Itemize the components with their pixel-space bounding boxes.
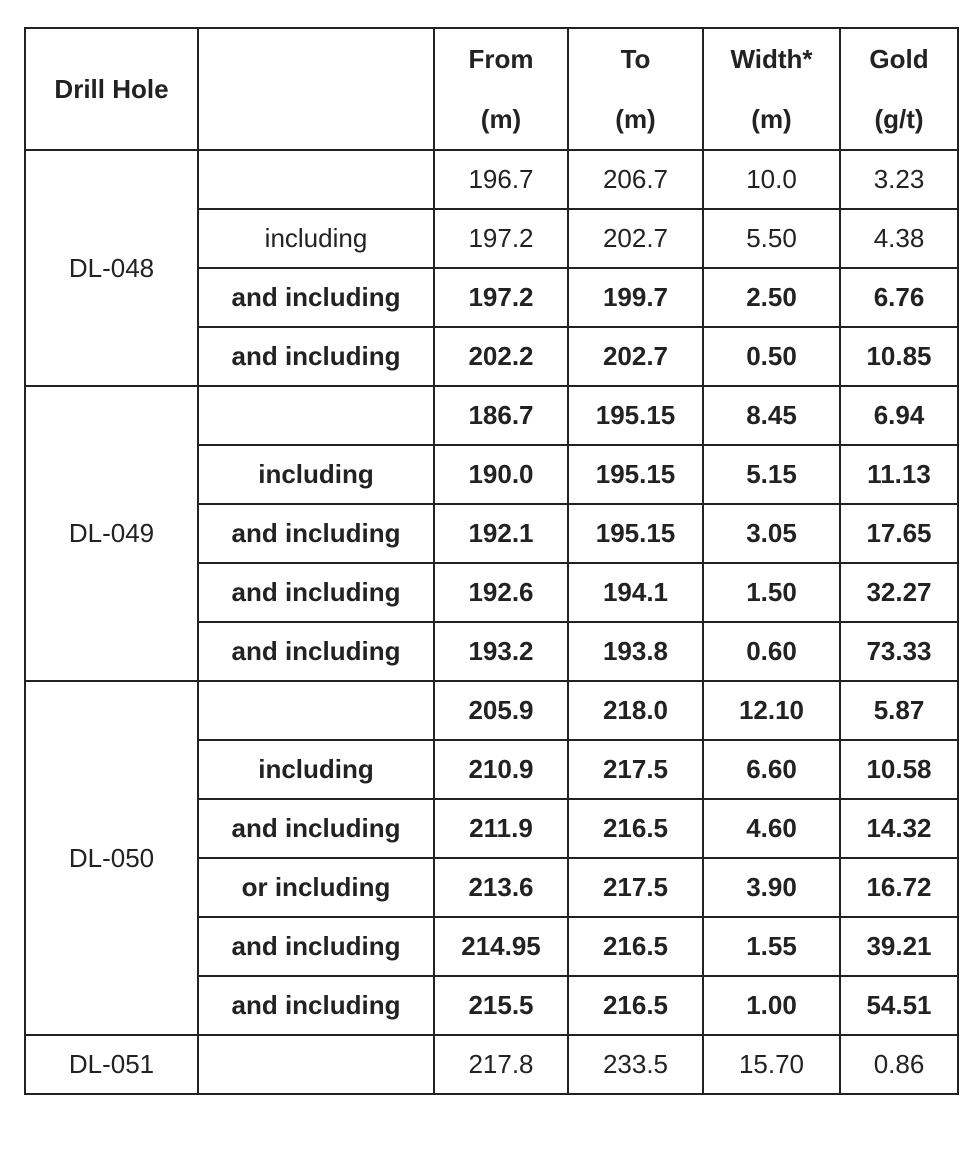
table-row (25, 681, 958, 740)
to-cell: 195.15 (568, 445, 703, 504)
header-gold (840, 28, 958, 150)
from-cell: 197.2 (434, 209, 568, 268)
gold-cell: 4.38 (840, 209, 958, 268)
to-cell: 202.7 (568, 327, 703, 386)
to-cell: 195.15 (568, 386, 703, 445)
gold-cell: 73.33 (840, 622, 958, 681)
gold-cell: 6.94 (840, 386, 958, 445)
header-qualifier (198, 28, 434, 150)
from-cell: 197.2 (434, 268, 568, 327)
width-cell: 5.50 (703, 209, 840, 268)
from-cell: 211.9 (434, 799, 568, 858)
to-cell: 216.5 (568, 799, 703, 858)
qualifier-cell (198, 681, 434, 740)
gold-cell: 11.13 (840, 445, 958, 504)
from-cell: 193.2 (434, 622, 568, 681)
to-cell: 217.5 (568, 740, 703, 799)
width-cell: 3.05 (703, 504, 840, 563)
drill-hole-cell: DL-048 (25, 150, 198, 386)
width-cell: 5.15 (703, 445, 840, 504)
from-cell: 210.9 (434, 740, 568, 799)
gold-cell: 5.87 (840, 681, 958, 740)
drill-hole-cell: DL-049 (25, 386, 198, 681)
qualifier-cell: and including (198, 917, 434, 976)
to-cell: 199.7 (568, 268, 703, 327)
width-cell: 12.10 (703, 681, 840, 740)
drill-hole-cell: DL-051 (25, 1035, 198, 1094)
width-cell: 10.0 (703, 150, 840, 209)
to-cell: 194.1 (568, 563, 703, 622)
from-cell: 202.2 (434, 327, 568, 386)
qualifier-cell (198, 386, 434, 445)
from-cell: 205.9 (434, 681, 568, 740)
gold-cell: 0.86 (840, 1035, 958, 1094)
qualifier-cell: and including (198, 268, 434, 327)
drill-hole-cell: DL-050 (25, 681, 198, 1035)
qualifier-cell: including (198, 209, 434, 268)
table-row (25, 150, 958, 209)
gold-cell: 6.76 (840, 268, 958, 327)
from-cell: 190.0 (434, 445, 568, 504)
width-cell: 4.60 (703, 799, 840, 858)
width-cell: 2.50 (703, 268, 840, 327)
header-from-label: From (468, 44, 534, 74)
qualifier-cell: and including (198, 563, 434, 622)
from-cell: 192.1 (434, 504, 568, 563)
width-cell: 3.90 (703, 858, 840, 917)
gold-cell: 10.85 (840, 327, 958, 386)
header-to-unit: (m) (615, 104, 656, 134)
width-cell: 1.00 (703, 976, 840, 1035)
from-cell: 196.7 (434, 150, 568, 209)
to-cell: 202.7 (568, 209, 703, 268)
header-from (434, 28, 568, 150)
from-cell: 192.6 (434, 563, 568, 622)
gold-cell: 14.32 (840, 799, 958, 858)
to-cell: 195.15 (568, 504, 703, 563)
width-cell: 1.55 (703, 917, 840, 976)
header-gold-unit: (g/t) (874, 104, 924, 134)
qualifier-cell: and including (198, 799, 434, 858)
from-cell: 214.95 (434, 917, 568, 976)
to-cell: 216.5 (568, 976, 703, 1035)
header-width (703, 28, 840, 150)
to-cell: 216.5 (568, 917, 703, 976)
header-drill-hole: Drill Hole (25, 28, 198, 150)
table-header-row (25, 28, 958, 150)
from-cell: 217.8 (434, 1035, 568, 1094)
width-cell: 1.50 (703, 563, 840, 622)
width-cell: 8.45 (703, 386, 840, 445)
gold-cell: 16.72 (840, 858, 958, 917)
to-cell: 206.7 (568, 150, 703, 209)
to-cell: 218.0 (568, 681, 703, 740)
header-to-label: To (620, 44, 651, 74)
from-cell: 215.5 (434, 976, 568, 1035)
from-cell: 186.7 (434, 386, 568, 445)
table-row (25, 386, 958, 445)
header-width-label: Width* (730, 44, 813, 74)
header-width-unit: (m) (751, 104, 792, 134)
qualifier-cell: and including (198, 327, 434, 386)
qualifier-cell: and including (198, 622, 434, 681)
qualifier-cell: including (198, 740, 434, 799)
qualifier-cell (198, 1035, 434, 1094)
gold-cell: 32.27 (840, 563, 958, 622)
to-cell: 193.8 (568, 622, 703, 681)
width-cell: 6.60 (703, 740, 840, 799)
header-gold-label: Gold (869, 44, 929, 74)
qualifier-cell: or including (198, 858, 434, 917)
gold-cell: 17.65 (840, 504, 958, 563)
to-cell: 233.5 (568, 1035, 703, 1094)
header-from-unit: (m) (480, 104, 522, 134)
qualifier-cell: and including (198, 504, 434, 563)
qualifier-cell: and including (198, 976, 434, 1035)
table-body (25, 150, 958, 1094)
table-row (25, 1035, 958, 1094)
drill-results-table (24, 27, 959, 1095)
header-to (568, 28, 703, 150)
gold-cell: 3.23 (840, 150, 958, 209)
width-cell: 0.60 (703, 622, 840, 681)
gold-cell: 39.21 (840, 917, 958, 976)
qualifier-cell (198, 150, 434, 209)
gold-cell: 54.51 (840, 976, 958, 1035)
to-cell: 217.5 (568, 858, 703, 917)
width-cell: 15.70 (703, 1035, 840, 1094)
width-cell: 0.50 (703, 327, 840, 386)
gold-cell: 10.58 (840, 740, 958, 799)
qualifier-cell: including (198, 445, 434, 504)
from-cell: 213.6 (434, 858, 568, 917)
